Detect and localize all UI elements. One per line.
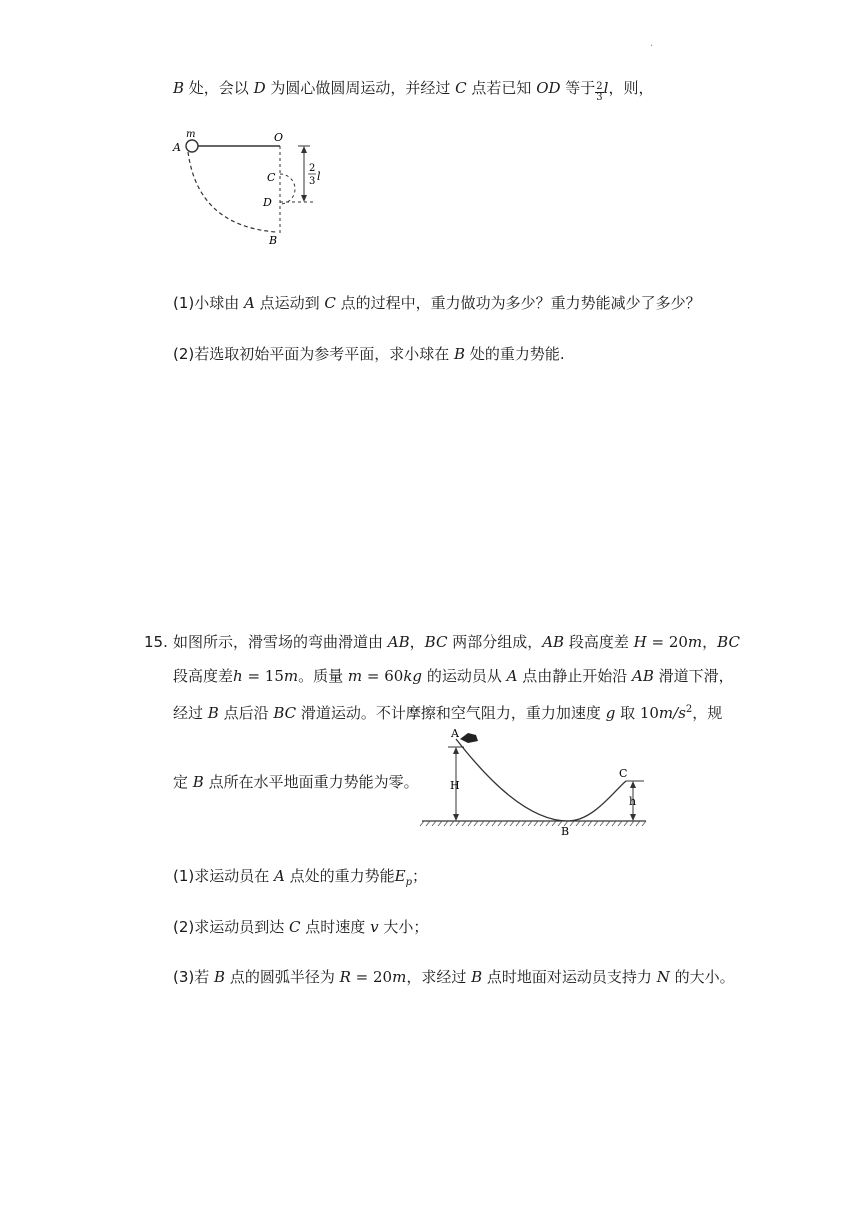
text: 点的过程中，重力做功为多少？重力势能减少了多少？ bbox=[335, 294, 701, 312]
text: ； bbox=[412, 867, 428, 885]
unit-m: m bbox=[687, 633, 703, 651]
label-O: O bbox=[274, 131, 284, 144]
fraction-two-thirds bbox=[595, 82, 603, 103]
top-intro-line bbox=[173, 78, 654, 103]
problem15-line3 bbox=[173, 700, 722, 723]
problem15-line2 bbox=[173, 666, 734, 686]
var-B: B bbox=[192, 773, 204, 791]
var-v: v bbox=[370, 918, 379, 936]
text: 点处的重力势能 bbox=[284, 867, 395, 885]
var-A: A bbox=[274, 867, 285, 885]
text: (3)若 bbox=[173, 968, 215, 986]
var-B: B bbox=[214, 968, 226, 986]
problem15-question-3 bbox=[173, 967, 735, 987]
var-B: B bbox=[173, 79, 185, 97]
exponent: 2 bbox=[685, 704, 693, 715]
var-m: m bbox=[347, 667, 363, 685]
text: 如图所示，滑雪场的弯曲滑道由 bbox=[173, 633, 388, 651]
problem15-line1 bbox=[173, 632, 740, 652]
problem15-question-2 bbox=[173, 917, 428, 937]
var-H: H bbox=[633, 633, 647, 651]
text: 点的圆弧半径为 bbox=[225, 968, 340, 986]
var-BC: BC bbox=[273, 704, 297, 722]
frac-num-label: 2 bbox=[309, 163, 316, 174]
var-OD: OD bbox=[536, 79, 561, 97]
text: 处的重力势能. bbox=[465, 345, 565, 363]
label-D: D bbox=[263, 196, 272, 209]
text: 点运动到 bbox=[254, 294, 325, 312]
text: ， bbox=[409, 633, 425, 651]
label-m: m bbox=[186, 129, 196, 140]
text: (2)求运动员到达 bbox=[173, 918, 290, 936]
var-AB: AB bbox=[387, 633, 410, 651]
text: (1)小球由 bbox=[173, 294, 245, 312]
text: 点若已知 bbox=[466, 79, 537, 97]
var-E: E bbox=[394, 867, 406, 885]
label-C: C bbox=[619, 767, 628, 780]
label-B: B bbox=[269, 234, 278, 247]
unit-m: m bbox=[283, 667, 299, 685]
var-C: C bbox=[289, 918, 301, 936]
text: 的运动员从 bbox=[422, 667, 507, 685]
text: 处，会以 bbox=[184, 79, 254, 97]
label-H: H bbox=[450, 779, 460, 792]
label-B: B bbox=[561, 825, 570, 838]
frac-den-label: 3 bbox=[309, 176, 316, 187]
text: 为圆心做圆周运动，并经过 bbox=[265, 79, 456, 97]
equation: = 15 bbox=[242, 667, 284, 685]
text: ，规 bbox=[692, 704, 723, 722]
label-A: A bbox=[451, 727, 459, 740]
subscript-p: p bbox=[405, 877, 413, 888]
pendulum-figure bbox=[168, 126, 328, 250]
equation: = 20 bbox=[646, 633, 688, 651]
frac-num: 2 bbox=[596, 81, 603, 92]
text: 大小； bbox=[378, 918, 429, 936]
text: ，求经过 bbox=[406, 968, 472, 986]
text: 滑道下滑， bbox=[653, 667, 734, 685]
text: (2)若选取初始平面为参考平面，求小球在 bbox=[173, 345, 455, 363]
text: 点时地面对运动员支持力 bbox=[482, 968, 657, 986]
var-D: D bbox=[253, 79, 266, 97]
var-N: N bbox=[656, 968, 670, 986]
text: 点时速度 bbox=[300, 918, 371, 936]
top-question-1 bbox=[173, 293, 701, 313]
problem15-line4 bbox=[173, 772, 419, 792]
var-g: g bbox=[605, 704, 616, 722]
var-BC: BC bbox=[424, 633, 448, 651]
label-l: l bbox=[317, 170, 321, 183]
problem15-question-1 bbox=[173, 866, 427, 893]
var-AB: AB bbox=[631, 667, 654, 685]
label-h: h bbox=[629, 795, 637, 808]
skier-icon bbox=[460, 733, 478, 743]
var-B: B bbox=[471, 968, 483, 986]
problem-number: 15. bbox=[144, 633, 168, 651]
label-C: C bbox=[267, 171, 276, 184]
unit-kg: kg bbox=[403, 667, 423, 685]
equation: = 20 bbox=[350, 968, 393, 986]
equation: = 60 bbox=[362, 667, 404, 685]
text: ， bbox=[702, 633, 718, 651]
text: ，则， bbox=[608, 79, 654, 97]
var-BC: BC bbox=[717, 633, 740, 651]
text: 两部分组成， bbox=[447, 633, 543, 651]
unit-ms: m/s bbox=[658, 704, 686, 722]
text: 滑道运动。不计摩擦和空气阻力，重力加速度 bbox=[296, 704, 606, 722]
var-C: C bbox=[455, 79, 467, 97]
header-mark: . bbox=[650, 38, 654, 49]
unit-m: m bbox=[392, 968, 407, 986]
var-C: C bbox=[324, 294, 336, 312]
text: 点后沿 bbox=[218, 704, 274, 722]
var-A: A bbox=[506, 667, 518, 685]
text: 的大小。 bbox=[669, 968, 735, 986]
var-B: B bbox=[207, 704, 219, 722]
var-l: l bbox=[603, 79, 609, 97]
ski-track-figure bbox=[418, 725, 650, 841]
text: 。质量 bbox=[298, 667, 348, 685]
var-h: h bbox=[233, 667, 243, 685]
var-AB: AB bbox=[542, 633, 565, 651]
value: 取 10 bbox=[615, 704, 659, 722]
top-question-2 bbox=[173, 344, 565, 364]
text: 等于 bbox=[560, 79, 596, 97]
var-B: B bbox=[454, 345, 466, 363]
text: 段高度差 bbox=[564, 633, 634, 651]
text: (1)求运动员在 bbox=[173, 867, 275, 885]
var-A: A bbox=[244, 294, 255, 312]
label-A: A bbox=[173, 141, 181, 154]
var-R: R bbox=[339, 968, 351, 986]
text: 定 bbox=[173, 773, 193, 791]
frac-den: 3 bbox=[596, 92, 603, 103]
text: 段高度差 bbox=[173, 667, 234, 685]
text: 点所在水平地面重力势能为零。 bbox=[203, 773, 419, 791]
text: 点由静止开始沿 bbox=[517, 667, 632, 685]
text: 经过 bbox=[173, 704, 208, 722]
